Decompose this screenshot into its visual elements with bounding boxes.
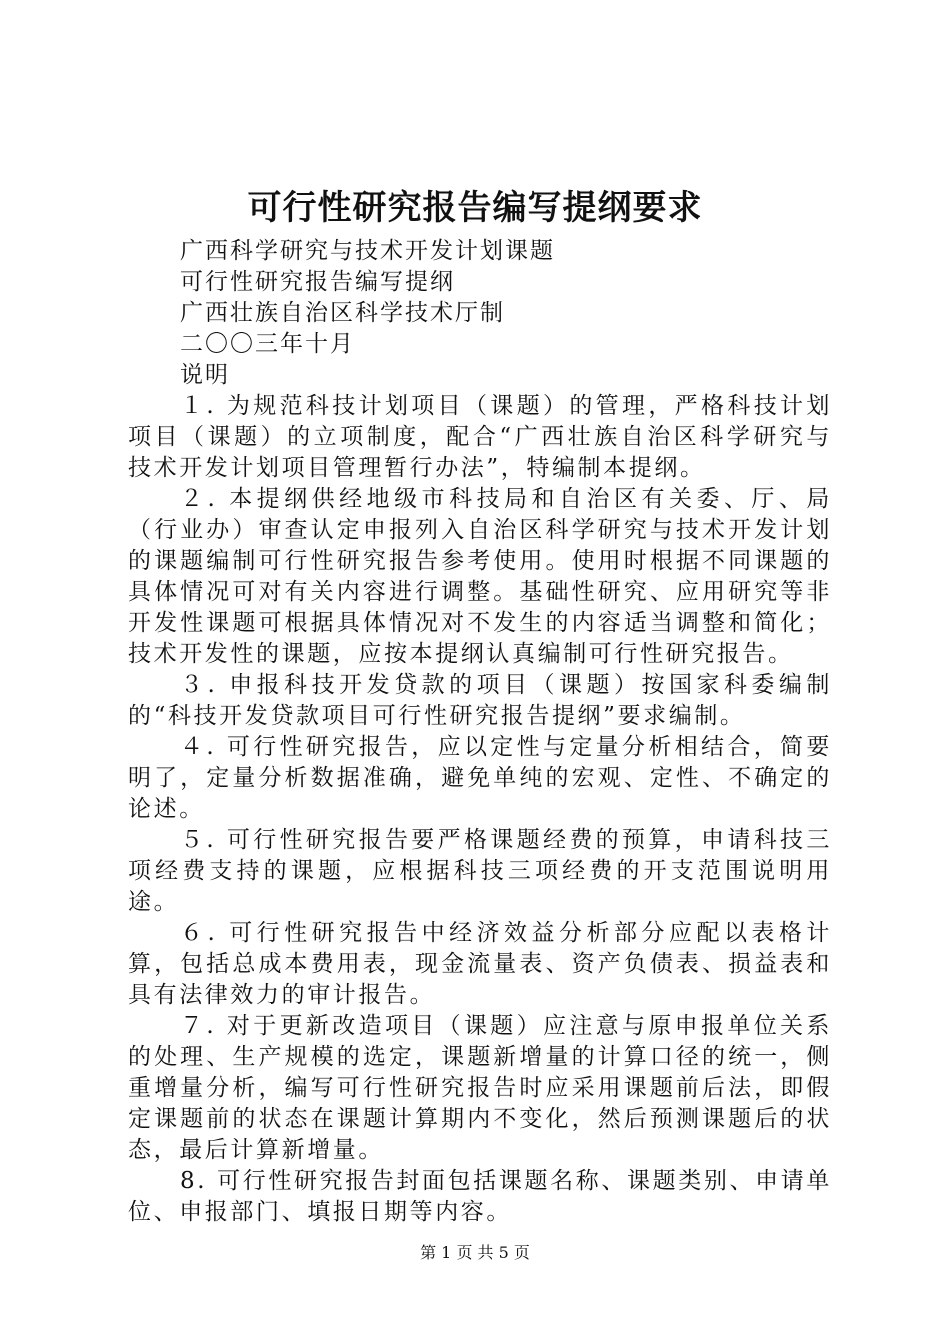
header-line-notes: 说明 [180, 362, 230, 388]
paragraph-3: ３. 申报科技开发贷款的项目（课题）按国家科委编制的“科技开发贷款项目可行性研究报告提纲”要求编制。 [128, 672, 832, 729]
paragraph-2: ２. 本提纲供经地级市科技局和自治区有关委、厅、局（行业办）审查认定申报列入自治区科学研究与技术开发计划的课题编制可行性研究报告参考使用。使用时根据不同课题的具体情况可对有关内容进行调整。基础性研究、应用研究等非开发性课题可根据具体情况对不发生的内容适当调整和简化；技术开发性的课题，应按本提纲认真编制可行性研究报告。 [128, 486, 832, 667]
page-number-footer: 第 1 页 共 5 页 [420, 1243, 530, 1262]
document-title: 可行性研究报告编写提纲要求 [247, 188, 703, 228]
paragraph-1: １. 为规范科技计划项目（课题）的管理，严格科技计划项目（课题）的立项制度，配合“广西壮族自治区科学研究与技术开发计划项目管理暂行办法”，特编制本提纲。 [128, 393, 832, 481]
header-line-outline: 可行性研究报告编写提纲 [180, 269, 455, 295]
paragraph-5: ５. 可行性研究报告要严格课题经费的预算，申请科技三项经费支持的课题，应根据科技三项经费的开支范围说明用途。 [128, 827, 832, 915]
paragraph-4: ４. 可行性研究报告，应以定性与定量分析相结合，简要明了，定量分析数据准确，避免单纯的宏观、定性、不确定的论述。 [128, 734, 832, 822]
header-line-issuer: 广西壮族自治区科学技术厅制 [180, 300, 505, 326]
header-line-date: 二〇〇三年十月 [180, 331, 355, 357]
document-body [128, 236, 832, 1228]
paragraph-6: ６. 可行性研究报告中经济效益分析部分应配以表格计算，包括总成本费用表，现金流量表、资产负债表、损益表和具有法律效力的审计报告。 [128, 920, 832, 1008]
paragraph-7: ７. 对于更新改造项目（课题）应注意与原申报单位关系的处理、生产规模的选定，课题新增量的计算口径的统一，侧重增量分析，编写可行性研究报告时应采用课题前后法，即假定课题前的状态在课题计算期内不变化，然后预测课题后的状态，最后计算新增量。 [128, 1013, 832, 1163]
paragraph-8: 8. 可行性研究报告封面包括课题名称、课题类别、申请单位、申报部门、填报日期等内容。 [128, 1168, 832, 1225]
header-line-program: 广西科学研究与技术开发计划课题 [180, 238, 555, 264]
